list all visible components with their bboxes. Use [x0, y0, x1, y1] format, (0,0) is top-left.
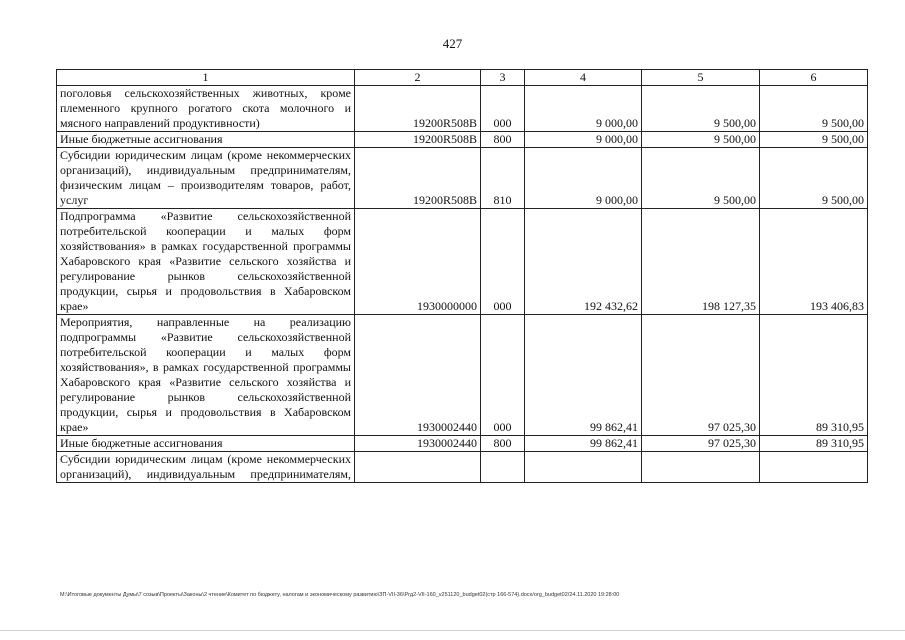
header-col-3: 3 — [481, 70, 525, 86]
row-name: Иные бюджетные ассигнования — [57, 132, 355, 148]
table-row — [57, 452, 868, 483]
row-year3: 9 500,00 — [760, 132, 868, 148]
row-vr: 000 — [481, 209, 525, 315]
row-csr: 1930002440 — [355, 436, 481, 452]
table-row — [57, 132, 868, 148]
row-csr: 19200R508B — [355, 132, 481, 148]
budget-table — [56, 69, 868, 483]
row-year1: 9 000,00 — [525, 86, 642, 132]
header-col-1: 1 — [57, 70, 355, 86]
header-row — [57, 70, 868, 86]
row-csr: 1930000000 — [355, 209, 481, 315]
table-row — [57, 86, 868, 132]
header-col-4: 4 — [525, 70, 642, 86]
row-year1 — [525, 452, 642, 483]
row-year2 — [642, 452, 760, 483]
row-name: Субсидии юридическим лицам (кроме некоммерческих организаций), индивидуальным предпринимателям, физическим лицам – производителям товаров, работ, услуг — [57, 148, 355, 209]
row-name: Иные бюджетные ассигнования — [57, 436, 355, 452]
header-col-2: 2 — [355, 70, 481, 86]
header-col-5: 5 — [642, 70, 760, 86]
row-year2: 198 127,35 — [642, 209, 760, 315]
row-year2: 97 025,30 — [642, 315, 760, 436]
row-vr: 800 — [481, 132, 525, 148]
page-number: 427 — [442, 36, 463, 51]
table-row — [57, 436, 868, 452]
row-vr: 000 — [481, 86, 525, 132]
row-vr: 800 — [481, 436, 525, 452]
row-year2: 9 500,00 — [642, 132, 760, 148]
row-year3: 9 500,00 — [760, 148, 868, 209]
row-year2: 9 500,00 — [642, 86, 760, 132]
row-year2: 9 500,00 — [642, 148, 760, 209]
row-name: Субсидии юридическим лицам (кроме некоммерческих организаций), индивидуальным предпринимателям, — [57, 452, 355, 483]
row-year1: 9 000,00 — [525, 132, 642, 148]
row-vr — [481, 452, 525, 483]
row-year3: 89 310,95 — [760, 436, 868, 452]
row-year1: 9 000,00 — [525, 148, 642, 209]
row-year3: 89 310,95 — [760, 315, 868, 436]
table-row — [57, 148, 868, 209]
row-year3 — [760, 452, 868, 483]
row-year2: 97 025,30 — [642, 436, 760, 452]
row-csr — [355, 452, 481, 483]
scan-edge-divider — [0, 630, 905, 631]
row-vr: 000 — [481, 315, 525, 436]
row-csr: 1930002440 — [355, 315, 481, 436]
row-year3: 193 406,83 — [760, 209, 868, 315]
table-row — [57, 315, 868, 436]
table-row — [57, 209, 868, 315]
row-year3: 9 500,00 — [760, 86, 868, 132]
row-csr: 19200R508B — [355, 148, 481, 209]
row-year1: 99 862,41 — [525, 436, 642, 452]
row-year1: 99 862,41 — [525, 315, 642, 436]
row-name: Подпрограмма «Развитие сельскохозяйственной потребительской кооперации и малых форм хозяйствования» в рамках государственной программы Хабаровского края «Развитие сельского хозяйства и регулирование рынков сельскохозяйственной продукции, сырья и продовольствия в Хабаровском крае» — [57, 209, 355, 315]
row-year1: 192 432,62 — [525, 209, 642, 315]
row-name: Мероприятия, направленные на реализацию подпрограммы «Развитие сельскохозяйственной потребительской кооперации и малых форм хозяйствования», в рамках государственной программы Хабаровского края «Развитие сельского хозяйства и регулирование рынков сельскохозяйственной продукции, сырья и продовольствия в Хабаровском крае» — [57, 315, 355, 436]
row-name: поголовья сельскохозяйственных животных, кроме племенного крупного рогатого скота молочного и мясного направлений продуктивности) — [57, 86, 355, 132]
header-col-6: 6 — [760, 70, 868, 86]
row-csr: 19200R508B — [355, 86, 481, 132]
row-vr: 810 — [481, 148, 525, 209]
footer-file-path: M:\Итоговые документы Думы\7 созыв\Проекты\Законы\2 чтение\Комитет по бюджету, налогам и экономическому развитию\ЗП-VII-36\Ргд2-VII-160_v251120_budget02(стр 166-574).docx/org_budget02/24.11.2020 19:28:00 — [60, 592, 620, 598]
